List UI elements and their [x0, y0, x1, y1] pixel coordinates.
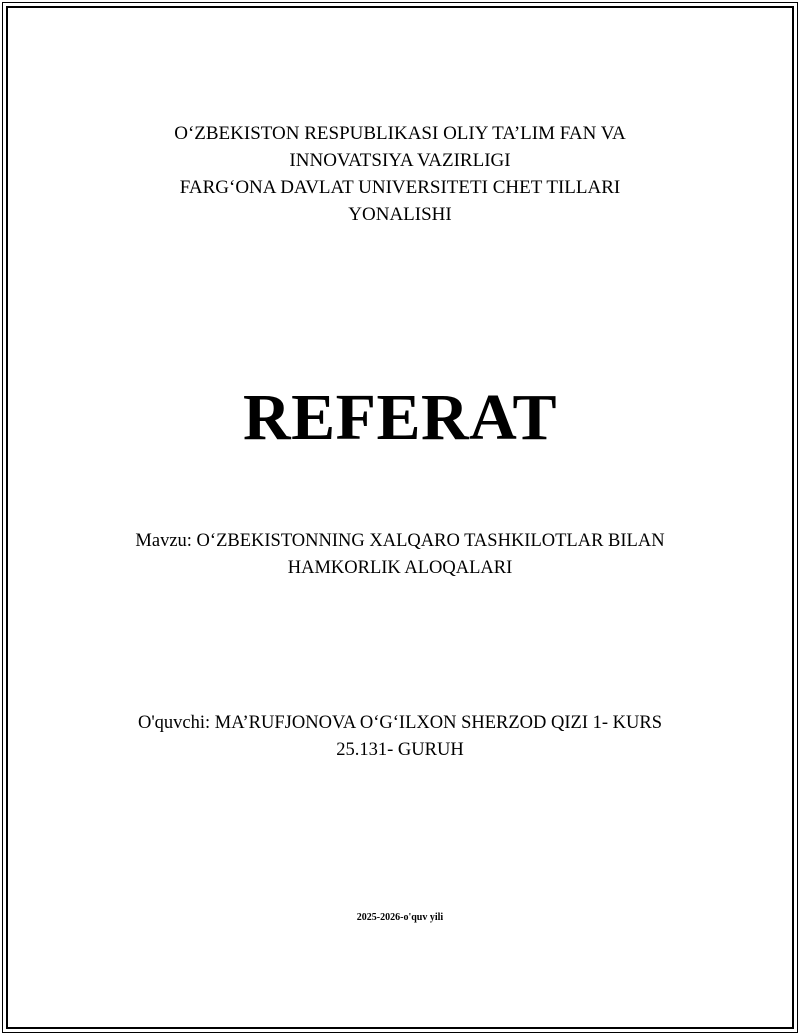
- ministry-header: [0, 120, 800, 228]
- header-line-2: INNOVATSIYA VAZIRLIGI: [289, 150, 511, 171]
- topic-block: [0, 528, 800, 582]
- student-block: [0, 710, 800, 764]
- student-line-2: 25.131- GURUH: [336, 740, 464, 760]
- header-line-4: YONALISHI: [348, 204, 452, 225]
- document-title: REFERAT: [243, 381, 557, 454]
- topic-line-1: Mavzu: O‘ZBEKISTONNING XALQARO TASHKILOTLAR BILAN: [135, 531, 665, 551]
- student-line-1: O'quvchi: MA’RUFJONOVA O‘G‘ILXON SHERZOD QIZI 1- KURS: [137, 713, 663, 733]
- header-line-3: FARG‘ONA DAVLAT UNIVERSITETI CHET TILLARI: [179, 177, 621, 198]
- header-line-1: O‘ZBEKISTON RESPUBLIKASI OLIY TA’LIM FAN VA: [174, 123, 626, 144]
- academic-year: 2025-2026-o'quv yili: [356, 912, 444, 923]
- topic-line-2: HAMKORLIK ALOQALARI: [287, 558, 513, 578]
